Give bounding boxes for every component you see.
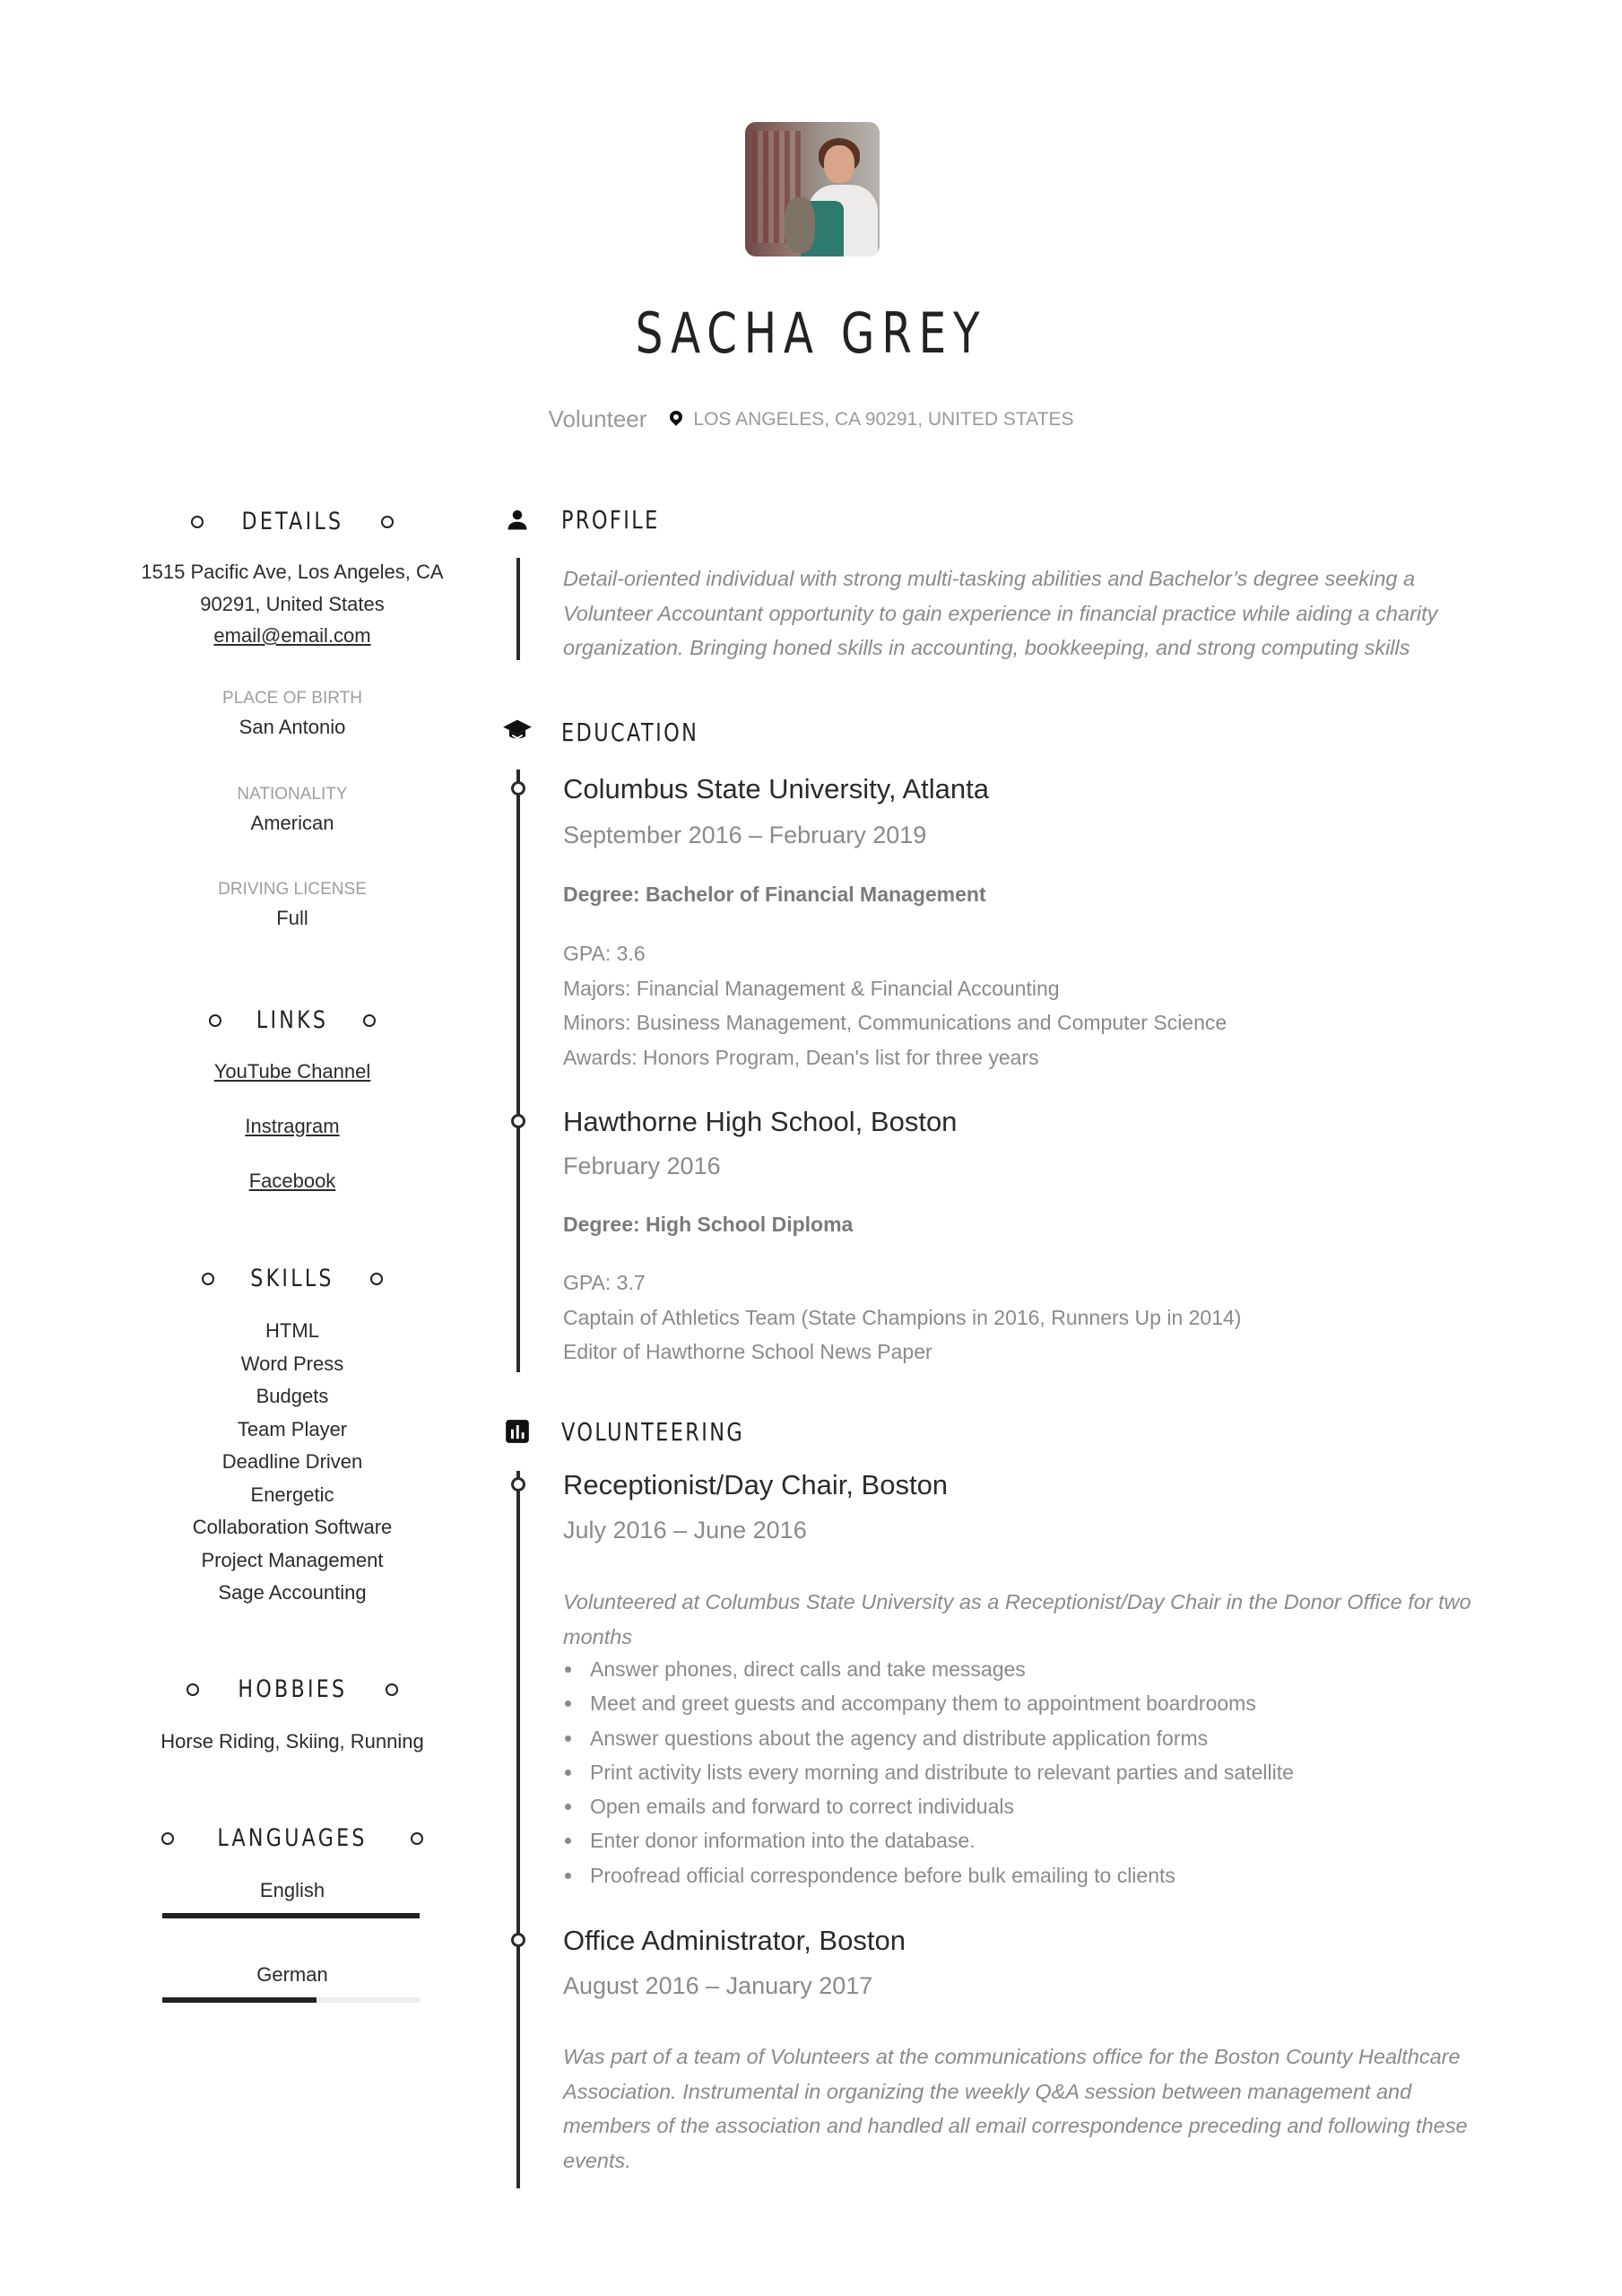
bullet-item: Answer questions about the agency and distribute application forms — [543, 1721, 1494, 1755]
circle-icon — [363, 1014, 376, 1027]
entry-degree: Degree: High School Diploma — [563, 1213, 854, 1236]
timeline-node — [511, 1477, 525, 1492]
map-pin-icon — [670, 411, 682, 429]
location-text: LOS ANGELES, CA 90291, UNITED STATES — [693, 408, 1074, 430]
skill-item: HTML — [265, 1319, 319, 1342]
youtube-link[interactable]: YouTube Channel — [213, 1060, 371, 1083]
languages-section — [126, 1824, 459, 1852]
volunteering-heading: VOLUNTEERING — [561, 1417, 745, 1447]
instagram-link[interactable]: Instragram — [245, 1115, 340, 1137]
skills-section — [126, 1265, 459, 1292]
language-name: German — [256, 1963, 328, 1986]
education-entry — [563, 1106, 1514, 1138]
language-english — [126, 1874, 459, 1928]
skill-item: Budgets — [256, 1385, 329, 1407]
hobbies-section — [126, 1675, 459, 1703]
circle-icon — [202, 1273, 214, 1285]
details-heading: DETAILS — [126, 508, 459, 535]
entry-degree: Degree: Bachelor of Financial Management — [563, 883, 986, 906]
profile-summary: Detail-oriented individual with strong multi-tasking abilities and Bachelor’s degree seeking a Volunteer Accountant opportunity to gain experience in financial practice while aiding a charity organization. Bringing honed skills in accounting, bookkeeping, and strong computing skills — [563, 567, 1438, 659]
bullet-item: Proofread official correspondence before bulk emailing to clients — [543, 1858, 1494, 1892]
bullet-item: Meet and greet guests and accompany them to appointment boardrooms — [543, 1686, 1494, 1720]
bullet-item: Open emails and forward to correct individuals — [543, 1789, 1494, 1823]
languages-heading: LANGUAGES — [126, 1824, 459, 1852]
entry-description: Was part of a team of Volunteers at the communications office for the Boston County Healthcare Association. Instrumental in organizing the weekly Q&A session between management and members of the association and handled all email correspondence preceding and following these events. — [563, 2045, 1468, 2172]
profile-photo — [745, 122, 880, 257]
bullet-item: Print activity lists every morning and distribute to relevant parties and satellite — [543, 1755, 1494, 1789]
location — [670, 409, 1073, 430]
field-value: American — [250, 812, 334, 834]
details-section — [126, 508, 459, 535]
timeline-node — [511, 1933, 525, 1947]
field-label: NATIONALITY — [237, 785, 348, 804]
entry-date: September 2016 – February 2019 — [563, 822, 927, 848]
driving-license — [126, 877, 459, 935]
person-icon — [505, 508, 530, 533]
graduation-cap-icon — [502, 718, 533, 743]
entry-title: Hawthorne High School, Boston — [563, 1106, 958, 1137]
volunteering-timeline — [516, 1471, 520, 2188]
entry-bullets — [543, 1652, 1494, 1892]
entry-details: GPA: 3.6 Majors: Financial Management & Financial Accounting Minors: Business Management, Communications and Computer Science Awards: Honors Program, Dean's list for three years — [563, 942, 1227, 1069]
education-timeline — [516, 770, 520, 1372]
skill-item: Collaboration Software — [192, 1516, 393, 1538]
address-line-2: 90291, United States — [200, 593, 385, 615]
hobbies-heading: HOBBIES — [126, 1675, 459, 1703]
field-label: DRIVING LICENSE — [218, 880, 367, 899]
skills-list — [126, 1315, 459, 1610]
volunteering-entry — [563, 1925, 1514, 1957]
bullet-item: Answer phones, direct calls and take messages — [543, 1652, 1494, 1686]
job-title: Volunteer — [548, 405, 647, 432]
language-level-fill — [162, 1913, 420, 1918]
circle-icon — [161, 1832, 174, 1845]
circle-icon — [186, 1683, 199, 1696]
links-heading: LINKS — [126, 1006, 459, 1034]
circle-icon — [381, 516, 394, 528]
entry-title: Office Administrator, Boston — [563, 1925, 906, 1956]
header-subtitle — [0, 405, 1622, 433]
entry-description: Volunteered at Columbus State University as a Receptionist/Day Chair in the Donor Office for two months — [563, 1590, 1471, 1648]
address-line-1: 1515 Pacific Ave, Los Angeles, CA — [141, 561, 444, 583]
circle-icon — [386, 1683, 398, 1696]
entry-date: February 2016 — [563, 1152, 721, 1179]
profile-heading: PROFILE — [561, 505, 660, 535]
entry-title: Columbus State University, Atlanta — [563, 773, 989, 804]
education-heading: EDUCATION — [561, 718, 699, 747]
skill-item: Energetic — [250, 1483, 334, 1506]
facebook-link[interactable]: Facebook — [248, 1170, 336, 1192]
candidate-name: SACHA GREY — [635, 300, 987, 366]
links-section — [126, 1006, 459, 1034]
entry-date: July 2016 – June 2016 — [563, 1517, 807, 1544]
language-name: English — [259, 1879, 325, 1901]
address — [126, 556, 459, 651]
language-level-bar — [162, 1913, 420, 1918]
language-level-bar — [162, 1997, 420, 2003]
skill-item: Word Press — [240, 1352, 344, 1375]
bar-chart-icon — [505, 1419, 530, 1444]
entry-date: August 2016 – January 2017 — [563, 1972, 873, 1999]
skill-item: Sage Accounting — [218, 1581, 367, 1604]
language-german — [126, 1959, 459, 2013]
nationality — [126, 782, 459, 839]
education-entry — [563, 773, 1514, 805]
skills-heading: SKILLS — [126, 1265, 459, 1292]
skill-item: Team Player — [237, 1417, 348, 1440]
volunteering-entry — [563, 1469, 1514, 1501]
timeline-node — [511, 1114, 525, 1128]
email-link[interactable]: email@email.com — [213, 624, 371, 647]
place-of-birth — [126, 686, 459, 744]
field-value: San Antonio — [239, 716, 346, 738]
field-label: PLACE OF BIRTH — [222, 689, 362, 708]
skill-item: Project Management — [201, 1548, 384, 1571]
hobbies-text: Horse Riding, Skiing, Running — [160, 1730, 424, 1752]
circle-icon — [370, 1273, 383, 1285]
skill-item: Deadline Driven — [221, 1450, 363, 1473]
bullet-item: Enter donor information into the database. — [543, 1823, 1494, 1857]
language-level-fill — [162, 1997, 317, 2003]
circle-icon — [191, 516, 204, 528]
timeline-node — [511, 781, 525, 796]
circle-icon — [411, 1832, 423, 1845]
entry-title: Receptionist/Day Chair, Boston — [563, 1469, 949, 1500]
field-value: Full — [276, 907, 308, 929]
profile-rule — [516, 558, 520, 660]
circle-icon — [209, 1014, 221, 1027]
entry-details: GPA: 3.7 Captain of Athletics Team (State Champions in 2016, Runners Up in 2014) Editor of Hawthorne School News Paper — [563, 1271, 1242, 1363]
